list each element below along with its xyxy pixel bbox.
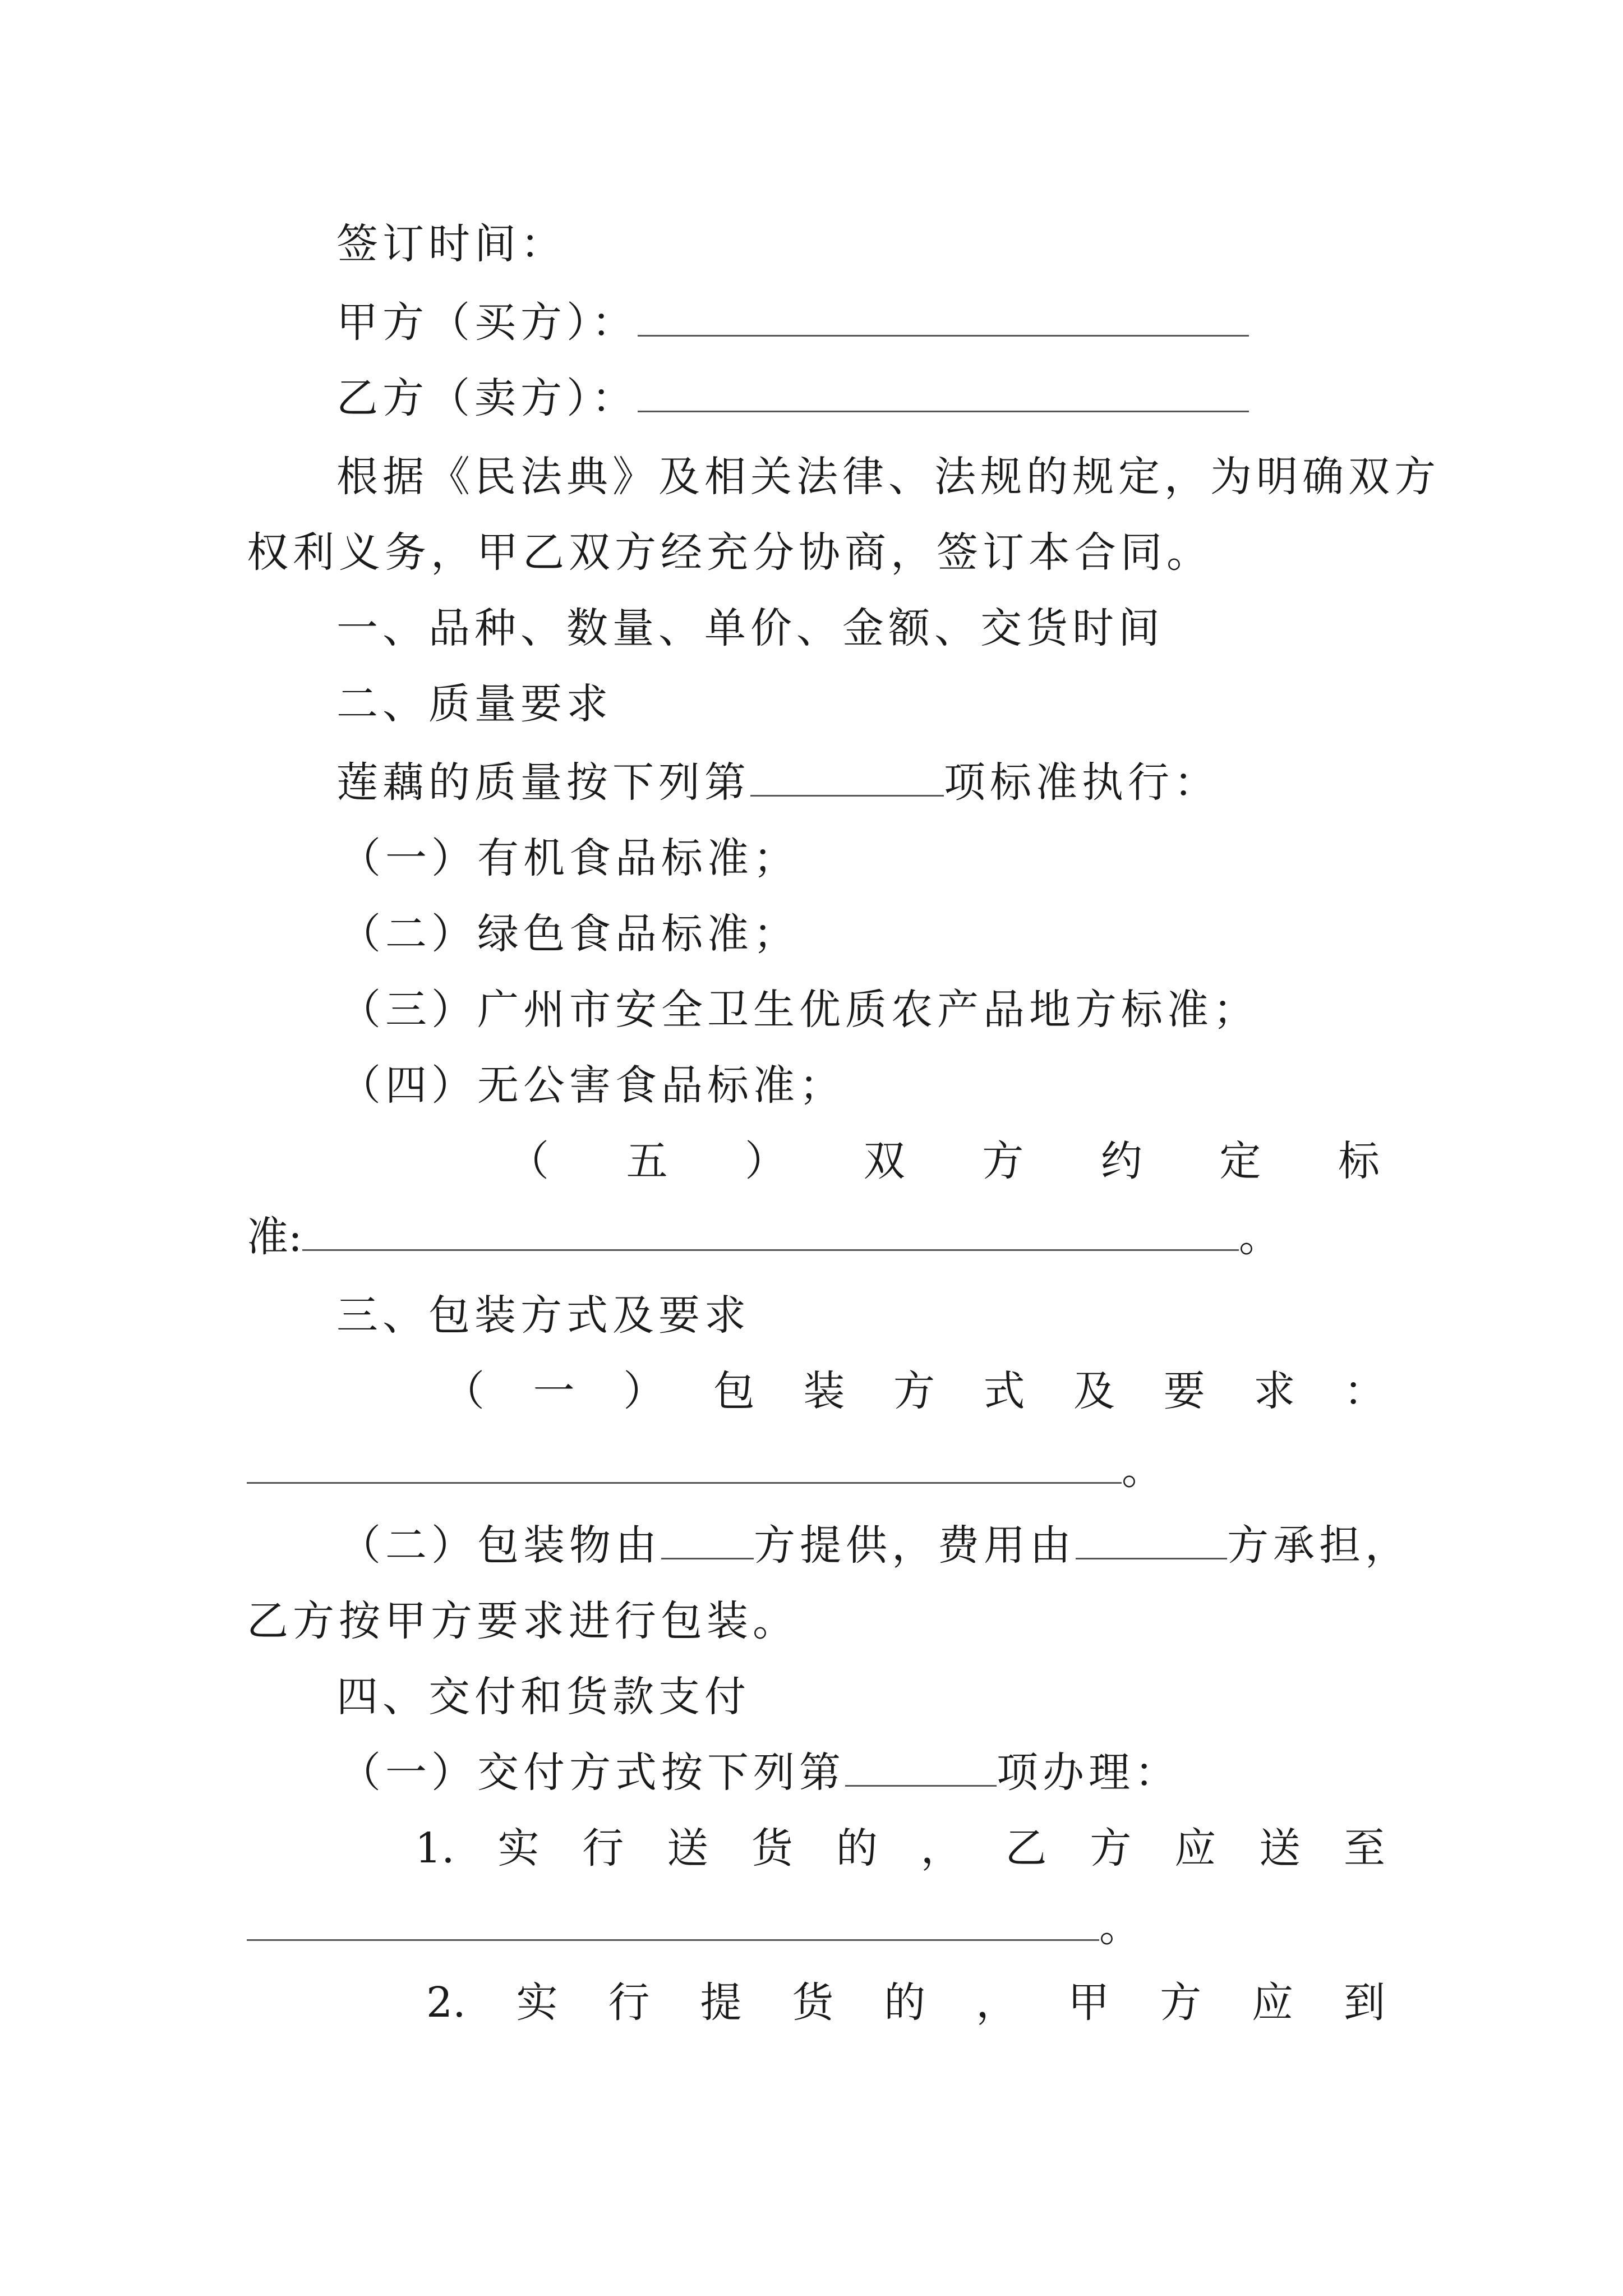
delivery-item-1-char: 送 <box>1259 1824 1301 1872</box>
sign-time-label: 签订时间： <box>336 220 566 268</box>
delivery-item-1-char: 乙 <box>1005 1824 1047 1872</box>
quality-item-3 <box>339 982 1259 1038</box>
section-4-title <box>336 1669 750 1725</box>
packaging-sub-1-char: ） <box>623 1367 665 1415</box>
section-1-title <box>336 600 1164 656</box>
quality-item-1 <box>339 830 799 886</box>
quality-item-2 <box>339 906 799 962</box>
section-1-title-text: 一、品种、数量、单价、金额、交货时间 <box>336 604 1164 652</box>
delivery-item-1-char: 至 <box>1343 1824 1385 1872</box>
delivery-item-2-char: 提 <box>700 1978 742 2027</box>
packaging-sub-1-char: 装 <box>803 1367 845 1415</box>
delivery-sub-1-prefix: （一）交付方式按下列第 <box>339 1749 845 1797</box>
delivery-item-1-char: ， <box>920 1824 962 1872</box>
delivery-item-1-char: 货 <box>751 1824 793 1872</box>
delivery-item-1-char: 送 <box>667 1824 709 1872</box>
party-a-line <box>336 295 1249 351</box>
party-b-blank[interactable] <box>638 375 1249 412</box>
delivery-item-1-char: 的 <box>836 1824 878 1872</box>
packaging-sub-2-c: 方承担， <box>1227 1521 1411 1570</box>
preamble-text-1: 根据《民法典》及相关法律、法规的规定，为明确双方 <box>336 453 1440 501</box>
party-a-blank[interactable] <box>638 299 1249 337</box>
packaging-sub-2-a: （二）包装物由 <box>339 1521 661 1570</box>
preamble-line-1 <box>336 449 1440 505</box>
delivery-sub-1-line <box>339 1745 1181 1801</box>
delivery-item-1-char: 1. <box>415 1824 455 1872</box>
packaging-sub-1-char: 要 <box>1163 1367 1205 1415</box>
quality-item-5-char: 定 <box>1219 1137 1261 1185</box>
delivery-item-2-char: 方 <box>1160 1978 1202 2027</box>
packaging-sub-1-char: （ <box>443 1367 485 1415</box>
quality-item-5-cont-text: 准: <box>247 1213 302 1261</box>
preamble-text-2: 权利义务，甲乙双方经充分协商，签订本合同。 <box>247 528 1212 577</box>
quality-item-5-char: （ <box>508 1137 549 1185</box>
quality-standard-suffix: 项标准执行： <box>944 758 1220 807</box>
preamble-line-2 <box>247 524 1212 581</box>
delivery-item-2-char: 甲 <box>1068 1978 1110 2027</box>
delivery-sub-1-suffix: 项办理： <box>997 1749 1181 1797</box>
delivery-item-1-end: 。 <box>1099 1903 1141 1951</box>
quality-item-5-line <box>508 1133 1380 1189</box>
delivery-item-2-line <box>426 1975 1385 2031</box>
quality-item-5-char: 双 <box>863 1137 905 1185</box>
delivery-item-1-char: 实 <box>497 1824 540 1872</box>
packaging-sub-1-char: 包 <box>713 1367 755 1415</box>
delivery-item-1-char: 行 <box>582 1824 624 1872</box>
delivery-item-2-char: 应 <box>1252 1978 1294 2027</box>
packaging-sub-1-char: 一 <box>533 1367 575 1415</box>
delivery-item-2-char: ， <box>976 1978 1018 2027</box>
packaging-sub-1-char: 求 <box>1253 1367 1295 1415</box>
delivery-item-1-cont <box>247 1899 1141 1955</box>
packaging-sub-2-line-2 <box>247 1593 799 1649</box>
delivery-item-1-char: 方 <box>1090 1824 1132 1872</box>
quality-item-4-text: （四）无公害食品标准； <box>339 1061 845 1110</box>
section-4-title-text: 四、交付和货款支付 <box>336 1673 750 1721</box>
packaging-sub-1-char: ： <box>1343 1367 1385 1415</box>
sign-time-line <box>336 216 566 272</box>
packaging-sub-2-b: 方提供，费用由 <box>754 1521 1076 1570</box>
quality-item-5-end: 。 <box>1238 1213 1280 1261</box>
quality-item-4 <box>339 1057 845 1114</box>
packaging-sub-1-line <box>443 1363 1385 1419</box>
delivery-item-2-char: 实 <box>516 1978 558 2027</box>
packaging-cost-blank[interactable] <box>1076 1522 1227 1559</box>
packaging-sub-1-char: 方 <box>893 1367 935 1415</box>
section-3-title-text: 三、包装方式及要求 <box>336 1291 750 1340</box>
section-3-title <box>336 1287 750 1343</box>
section-2-title <box>336 676 612 732</box>
delivery-address-blank[interactable] <box>247 1903 1099 1941</box>
packaging-sub-1-blank[interactable] <box>247 1446 1122 1484</box>
delivery-item-2-char: 行 <box>608 1978 650 2027</box>
packaging-sub-1-end: 。 <box>1122 1446 1163 1494</box>
party-b-label: 乙方（卖方）： <box>336 374 638 422</box>
delivery-item-1-char: 应 <box>1174 1824 1216 1872</box>
quality-item-5-char: 约 <box>1100 1137 1142 1185</box>
section-2-title-text: 二、质量要求 <box>336 680 612 728</box>
quality-item-2-text: （二）绿色食品标准； <box>339 910 799 958</box>
packaging-sub-1-char: 及 <box>1073 1367 1115 1415</box>
packaging-sub-1-cont <box>247 1442 1163 1498</box>
quality-standard-blank[interactable] <box>750 759 944 797</box>
quality-item-5-blank[interactable] <box>302 1213 1239 1251</box>
quality-item-5-char: 标 <box>1338 1137 1380 1185</box>
delivery-method-blank[interactable] <box>845 1749 997 1787</box>
packaging-sub-2-line <box>339 1517 1411 1573</box>
packaging-sub-2-line-2-text: 乙方按甲方要求进行包装。 <box>247 1597 799 1645</box>
quality-item-5-char: 方 <box>982 1137 1024 1185</box>
quality-item-1-text: （一）有机食品标准； <box>339 834 799 882</box>
quality-item-5-char: 五 <box>626 1137 668 1185</box>
packaging-sub-1-char: 式 <box>983 1367 1025 1415</box>
delivery-item-2-char: 的 <box>884 1978 926 2027</box>
party-a-label: 甲方（买方）： <box>336 298 638 347</box>
delivery-item-2-char: 货 <box>792 1978 834 2027</box>
quality-standard-prefix: 莲藕的质量按下列第 <box>336 758 750 807</box>
quality-standard-line <box>336 754 1220 811</box>
packaging-provider-blank[interactable] <box>661 1522 754 1559</box>
delivery-item-1-line <box>415 1820 1385 1876</box>
quality-item-3-text: （三）广州市安全卫生优质农产品地方标准； <box>339 986 1259 1034</box>
quality-item-5-char: ） <box>745 1137 787 1185</box>
delivery-item-2-char: 2. <box>426 1978 466 2027</box>
delivery-item-2-char: 到 <box>1343 1978 1385 2027</box>
quality-item-5-cont <box>247 1209 1280 1265</box>
party-b-line <box>336 370 1249 426</box>
